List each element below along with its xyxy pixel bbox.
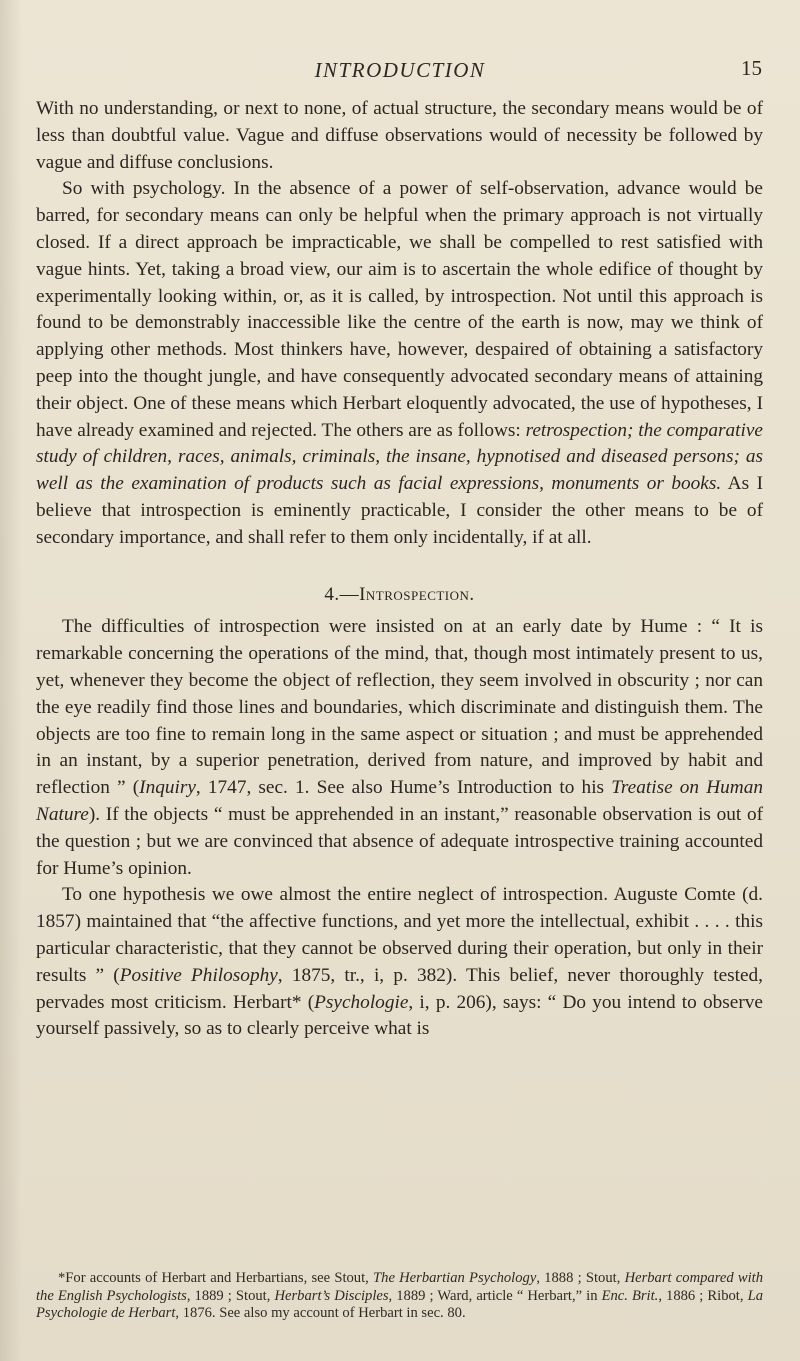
footnote-text: , 1889 ; Stout, xyxy=(186,1287,275,1304)
footnote-text: , 1888 ; Stout, xyxy=(536,1270,625,1286)
paragraph-3-italic1: Inquiry xyxy=(139,777,196,799)
paragraph-3 xyxy=(36,614,763,882)
page-number: 15 xyxy=(741,56,762,80)
footnote-title: Herbart compared with the English Psychologists xyxy=(36,1270,763,1304)
footnote-title: Enc. Brit. xyxy=(601,1287,659,1304)
paragraph-3-part1: The difficulties of introspection were insisted on at an early date by Hume : “ It is remarkable concerning the operations of the mind, that, though most intimately present to us, yet, whenever they become the object of reflection, they seem involved in obscurity ; nor can the eye readily find those lines and boundaries, which discriminate and distinguish them. The objects are too fine to remain long in the same aspect or situation ; and must be apprehended in an instant, by a superior penetration, derived from nature, and improved by habit and reflection ” ( xyxy=(36,616,763,799)
running-title: INTRODUCTION xyxy=(314,58,486,82)
paragraph-4-part1: To one hypothesis we owe almost the entire neglect of introspection. Auguste Comte (d. 1857) maintained that “the affective functions, and yet more the intellectual, exhibit . . . . this particular characteristic, that they cannot be observed during their operation, but only in their results ” ( xyxy=(36,884,763,986)
page-fold-shadow xyxy=(0,0,22,1361)
paragraph-2-italic: retrospection; the comparative study of children, races, animals, criminals, the insane, hypnotised and diseased persons; as well as the examination of products such as facial expressions, monuments or books. xyxy=(36,419,763,495)
section-heading: 4.—Introspection. xyxy=(324,583,475,605)
footnote-1 xyxy=(36,1270,763,1323)
paragraph-3-part2: , 1747, sec. 1. See also Hume’s Introduction to his xyxy=(195,777,612,799)
paragraph-1: With no understanding, or next to none, of actual structure, the secondary means would be of less than doubtful value. Vague and diffuse observations would of necessity be followed by vague and diffuse conclusions. xyxy=(36,98,763,173)
paragraph-2-text: So with psychology. In the absence of a power of self-observation, advance would be barred, for secondary means can only be helpful when the primary approach is not virtually closed. If a direct approach be impracticable, we shall be compelled to rest satisfied with vague hints. Yet, taking a broad view, our aim is to ascertain the whole edifice of thought by experimentally looking within, or, as it is called, by introspection. Not until this approach is found to be demonstrably inaccessible like the centre of the earth is now, may we think of applying other methods. Most thinkers have, however, despaired of obtaining a satisfactory peep into the thought jungle, and have consequently advocated secondary means of attaining their object. One of these means which Herbart eloquently advocated, the use of hypotheses, I have already examined and rejected. The others are as follows: xyxy=(36,178,763,441)
paragraph-3-part3: ). If the objects “ must be apprehended in an instant,” reasonable observation is out of the question ; but we are convinced that absence of adequate introspective training accounted for Hume’s opinion. xyxy=(36,803,763,879)
paragraph-4-part2: , 1875, tr., i, p. 382). This belief, never thoroughly tested, pervades most criticism. Herbart* ( xyxy=(36,964,764,1013)
paragraph-2 xyxy=(36,176,763,551)
paragraph-4-italic2: Psychologie xyxy=(314,991,409,1013)
paragraph-3-italic2: Treatise on Human Nature xyxy=(36,777,763,825)
footnotes xyxy=(36,1270,763,1323)
footnote-text: , 1886 ; Ribot, xyxy=(658,1287,748,1304)
paragraph-4-italic1: Positive Philosophy xyxy=(119,964,278,986)
paragraph-2-tail: As I believe that introspection is eminently practicable, I consider the other means to be of secondary importance, and shall refer to them only incidentally, if at all. xyxy=(36,473,763,548)
paragraph-4 xyxy=(36,882,763,1043)
footnote-text: *For accounts of Herbart and Herbartians, see Stout, xyxy=(58,1270,374,1286)
footnote-title: The Herbartian Psychology xyxy=(373,1270,537,1286)
footnote-title: Herbart’s Disciples xyxy=(274,1287,389,1304)
page-header xyxy=(0,56,800,86)
footnote-text: , 1876. See also my account of Herbart in sec. 80. xyxy=(175,1305,466,1321)
paragraph-4-part3: , i, p. 206), says: “ Do you intend to observe yourself passively, so as to clearly perceive what is xyxy=(36,991,763,1040)
footnote-title: La Psychologie de Herbart xyxy=(36,1287,763,1321)
footnote-text: , 1889 ; Ward, article “ Herbart,” in xyxy=(388,1287,602,1304)
body-text xyxy=(36,96,763,1043)
